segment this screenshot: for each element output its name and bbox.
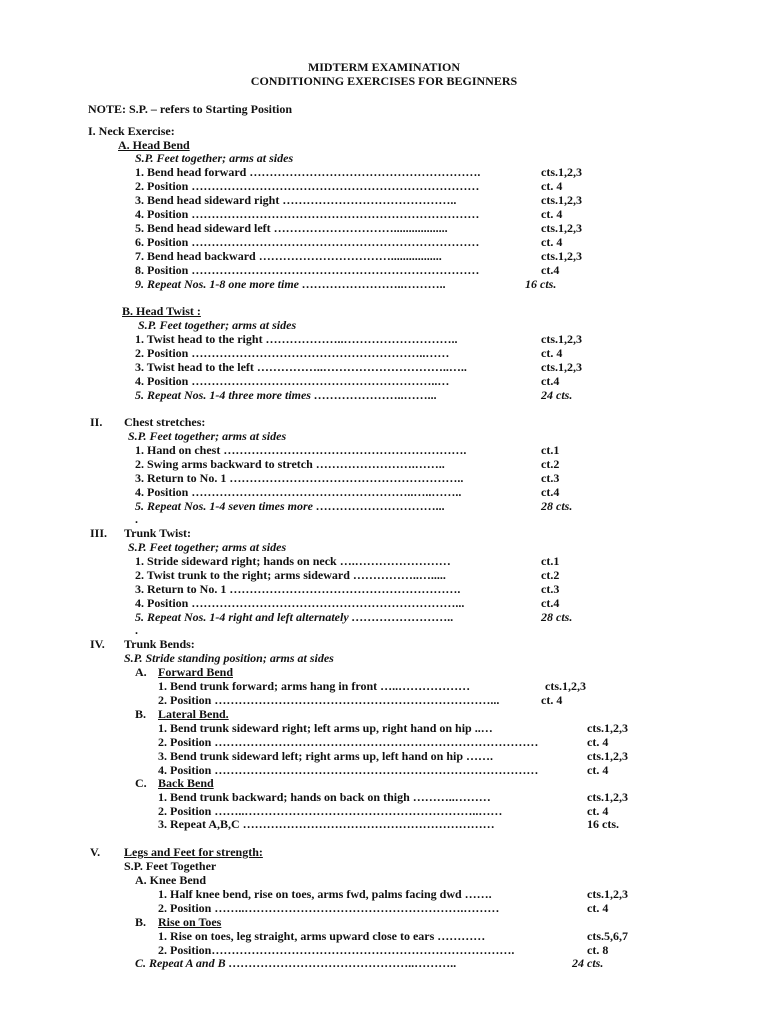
doc-line: 1. Stride sideward right; hands on neck ….…………………… [135,554,451,568]
doc-line: 1. Bend head forward …………………………………………………. [135,165,481,179]
doc-line: ct.4 [541,263,560,277]
doc-line: 2. Position ……..……………………………………………….……… [158,901,500,915]
doc-line: 1. Hand on chest ……………………………………………………. [135,443,467,457]
doc-line: cts.1,2,3 [587,887,628,901]
doc-line: III. [90,526,108,540]
doc-line: 1. Half knee bend, rise on toes, arms fwd, palms facing dwd ……. [158,887,492,901]
doc-line: ct. 4 [541,235,563,249]
doc-line: cts.1,2,3 [587,749,628,763]
doc-line: 2. Twist trunk to the right; arms sideward ……………..…..... [135,568,446,582]
doc-line: C. [135,776,147,790]
doc-line: . [135,623,138,637]
doc-line: 28 cts. [541,610,573,624]
doc-line: 2. Position ……………………………………………………………………… [158,735,539,749]
doc-line: ct. 4 [541,179,563,193]
doc-line: S.P. Stride standing position; arms at sides [124,651,334,665]
doc-line: 4. Position ……………………………………………………………… [135,207,480,221]
doc-line: 3. Bend head sideward right …………………………………….. [135,193,457,207]
doc-line: C. Repeat A and B ………………………………………..……….. [135,956,457,970]
doc-line: 8. Position ……………………………………………………………… [135,263,480,277]
doc-line: 28 cts. [541,499,573,513]
doc-line: 3. Twist head to the left ……………..…………………………..….. [135,360,467,374]
doc-line: cts.5,6,7 [587,929,628,943]
doc-line: 2. Position …………………………………………………..…… [135,346,450,360]
doc-line: ct. 4 [587,763,609,777]
doc-line: 16 cts. [587,817,619,831]
doc-line: Rise on Toes [158,915,222,929]
doc-line: S.P. Feet together; arms at sides [135,151,294,165]
doc-line: ct.3 [541,582,560,596]
doc-line: 24 cts. [541,388,573,402]
doc-line: 24 cts. [572,956,604,970]
doc-line: 5. Repeat Nos. 1-4 seven times more …………………………... [135,499,445,513]
doc-line: ct.3 [541,471,560,485]
doc-line: 2. Position ……………………………………………………………... [158,693,500,707]
doc-line: 1. Bend trunk sideward right; left arms up, right hand on hip ..… [158,721,493,735]
doc-line: Forward Bend [158,665,233,679]
doc-line: ct.4 [541,374,560,388]
doc-line: S.P. Feet Together [124,859,217,873]
doc-line: Back Bend [158,776,214,790]
doc-line: 4. Position ……………………………………………………..… [135,374,450,388]
note-line: NOTE: S.P. – refers to Starting Position [88,102,292,116]
doc-line: 2. Position ……………………………………………………………… [135,179,480,193]
doc-line: ct. 4 [541,346,563,360]
doc-line: S.P. Feet together; arms at sides [128,540,287,554]
doc-line: cts.1,2,3 [541,249,582,263]
doc-line: . [135,512,138,526]
doc-line: V. [90,845,101,859]
doc-line: 9. Repeat Nos. 1-8 one more time ……………………..……….. [135,277,446,291]
doc-line: 2. Swing arms backward to stretch …………………….…….. [135,457,445,471]
doc-line: 3. Return to No. 1 …………………………………………………. [135,582,461,596]
doc-line: ct. 4 [541,207,563,221]
doc-line: B. [135,707,147,721]
doc-line: ct. 4 [587,901,609,915]
doc-line: Legs and Feet for strength: [124,845,263,859]
doc-line: Trunk Bends: [124,637,195,651]
doc-line: Chest stretches: [124,415,206,429]
exam-subtitle: CONDITIONING EXERCISES FOR BEGINNERS [250,74,518,88]
doc-line: cts.1,2,3 [587,721,628,735]
doc-line: ct. 8 [587,943,609,957]
doc-line: 3. Bend trunk sideward left; right arms up, left hand on hip ……. [158,749,494,763]
doc-line: A. Head Bend [118,138,190,152]
doc-line: B. [135,915,147,929]
doc-line: 5. Repeat Nos. 1-4 three more times …………………..……... [135,388,437,402]
doc-line: cts.1,2,3 [541,332,582,346]
doc-line: ct.2 [541,568,560,582]
doc-line: 4. Position …………………………………………………………... [135,596,465,610]
doc-line: 5. Repeat Nos. 1-4 right and left alternately …………………….. [135,610,454,624]
doc-line: 4. Position ………………………………………………..…..…….. [135,485,462,499]
doc-line: I. Neck Exercise: [88,124,175,138]
doc-line: 4. Position ……………………………………………………………………… [158,763,539,777]
doc-line: 1. Bend trunk backward; hands on back on thigh ………..……… [158,790,491,804]
doc-line: Trunk Twist: [124,526,192,540]
doc-line: cts.1,2,3 [587,790,628,804]
doc-line: A. [135,665,147,679]
doc-line: 3. Return to No. 1 ………………………………………………….. [135,471,464,485]
doc-line: 1. Twist head to the right ………………..……………………….. [135,332,458,346]
doc-line: Lateral Bend. [158,707,229,721]
doc-line: S.P. Feet together; arms at sides [128,429,287,443]
doc-line: ct. 4 [541,693,563,707]
doc-line: 3. Repeat A,B,C ……………………………………………………… [158,817,495,831]
doc-line: 2. Position…………………………………………………………………. [158,943,515,957]
doc-line: IV. [90,637,105,651]
doc-line: ct.1 [541,443,560,457]
doc-line: 1. Rise on toes, leg straight, arms upward close to ears ………… [158,929,486,943]
doc-line: ct. 4 [587,735,609,749]
doc-line: A. Knee Bend [135,873,207,887]
doc-line: 1. Bend trunk forward; arms hang in front …..……………… [158,679,471,693]
doc-line: S.P. Feet together; arms at sides [138,318,297,332]
doc-line: ct. 4 [587,804,609,818]
exam-title: MIDTERM EXAMINATION [307,60,461,74]
doc-line: 2. Position ……..…………………………………………………..…… [158,804,503,818]
doc-line: ct.4 [541,485,560,499]
doc-line: ct.1 [541,554,560,568]
doc-line: cts.1,2,3 [541,360,582,374]
doc-line: ct.2 [541,457,560,471]
doc-line: cts.1,2,3 [541,221,582,235]
doc-line: 16 cts. [525,277,557,291]
doc-line: ct.4 [541,596,560,610]
doc-line: cts.1,2,3 [545,679,586,693]
doc-line: 7. Bend head backward ……………………………................. [135,249,442,263]
doc-line: cts.1,2,3 [541,165,582,179]
doc-line: 5. Bend head sideward left ………………………….................. [135,221,448,235]
doc-line: II. [90,415,103,429]
doc-line: cts.1,2,3 [541,193,582,207]
doc-line: B. Head Twist : [122,304,201,318]
doc-line: 6. Position ……………………………………………………………… [135,235,480,249]
